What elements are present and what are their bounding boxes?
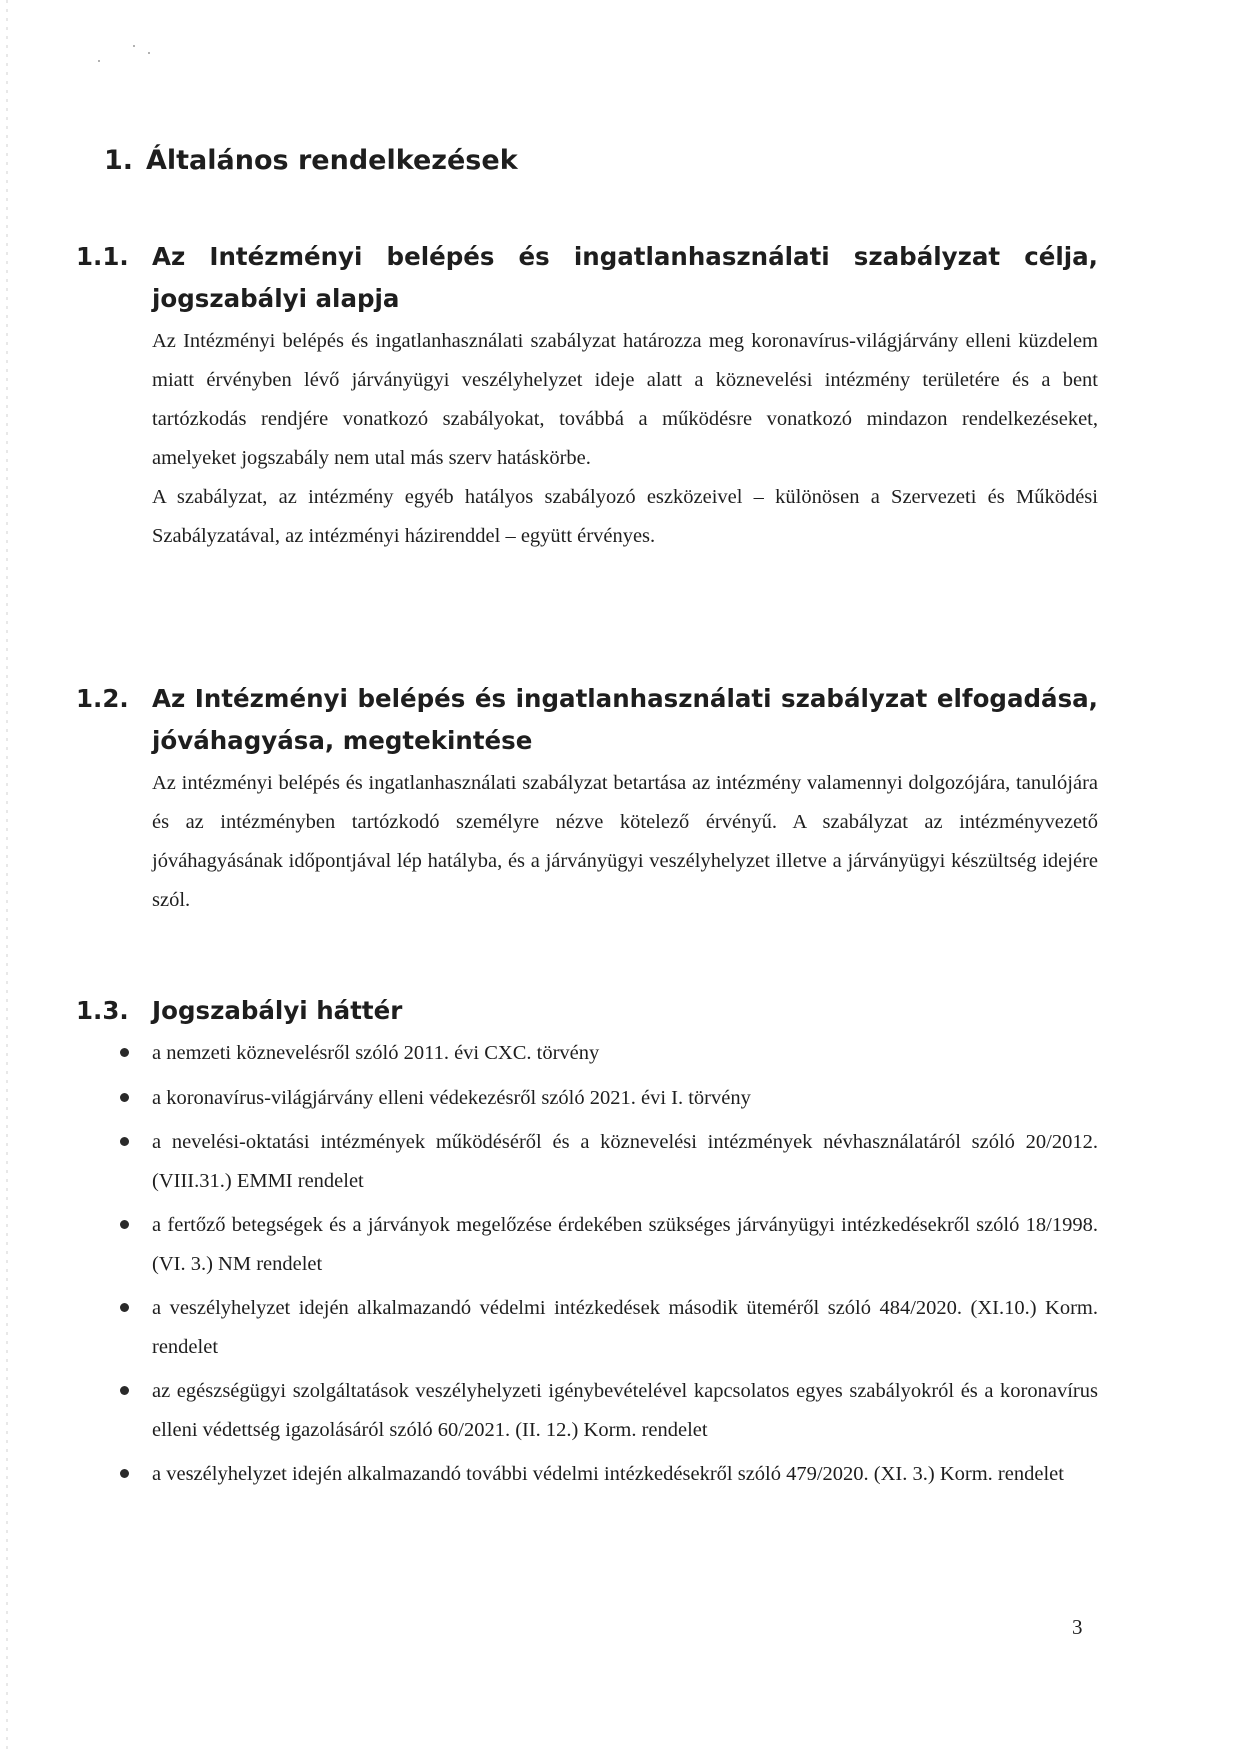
section-heading (76, 990, 1098, 1032)
list-item-text: a koronavírus-világjárvány elleni védekezésről szóló 2021. évi I. törvény (152, 1086, 751, 1109)
list-item-text: a fertőző betegségek és a járványok megelőzése érdekében szükséges járványügyi intézkedésekről szóló 18/1998. (VI. 3.) NM rendelet (152, 1214, 1098, 1275)
scan-speck (98, 60, 100, 62)
scan-speck (148, 52, 150, 54)
section-1-3 (76, 990, 1098, 1500)
scan-edge-artifact (6, 0, 8, 1754)
legal-basis-list (76, 1034, 1098, 1494)
bullet-icon (120, 1469, 129, 1478)
list-item-text: az egészségügyi szolgáltatások veszélyhelyzeti igénybevételével kapcsolatos egyes szabályokról és a koronavírus elleni védettség igazolásáról szóló 60/2021. (II. 12.) Korm. rendelet (152, 1380, 1098, 1441)
section-1-2 (76, 678, 1098, 920)
section-number: 1.2. (76, 684, 129, 713)
section-title: Jogszabályi háttér (152, 996, 403, 1025)
list-item (152, 1455, 1098, 1494)
section-heading (76, 236, 1098, 320)
section-title: Az Intézményi belépés és ingatlanhasználati szabályzat elfogadása, jóváhagyása, megtekintése (152, 684, 1098, 755)
section-paragraph: Az intézményi belépés és ingatlanhasználati szabályzat betartása az intézmény valamennyi dolgozójára, tanulójára és az intézményben tartózkodó személyre nézve kötelező érvényű. A szabályzat az intézményvezető jóváhagyásának időpontjával lép hatályba, és a járványügyi veszélyhelyzet illetve a járványügyi készültség idejére szól. (152, 772, 1098, 911)
bullet-icon (120, 1093, 129, 1102)
section-heading (76, 678, 1098, 762)
list-item (152, 1079, 1098, 1118)
list-item (152, 1372, 1098, 1449)
bullet-icon (120, 1048, 129, 1057)
page-number: 3 (1072, 1615, 1083, 1639)
section-title: Az Intézményi belépés és ingatlanhasználati szabályzat célja, jogszabályi alapja (152, 242, 1098, 313)
list-item (152, 1123, 1098, 1200)
section-number: 1.3. (76, 996, 129, 1025)
list-item (152, 1206, 1098, 1283)
section-1-1 (76, 236, 1098, 556)
scan-speck (133, 45, 135, 47)
list-item (152, 1289, 1098, 1366)
bullet-icon (120, 1137, 129, 1146)
bullet-icon (120, 1220, 129, 1229)
section-number: 1.1. (76, 242, 129, 271)
bullet-icon (120, 1303, 129, 1312)
chapter-heading (104, 144, 518, 178)
chapter-number: 1. (104, 145, 134, 176)
chapter-title: Általános rendelkezések (146, 145, 518, 176)
list-item (152, 1034, 1098, 1073)
section-paragraph: Az Intézményi belépés és ingatlanhasználati szabályzat határozza meg koronavírus-világjárvány elleni küzdelem miatt érvényben lévő járványügyi veszélyhelyzet ideje alatt a köznevelési intézmény területére és a bent tartózkodás rendjére vonatkozó szabályokat, továbbá a működésre vonatkozó mindazon rendelkezéseket, amelyeket jogszabály nem utal más szerv hatáskörbe. (152, 330, 1098, 469)
list-item-text: a veszélyhelyzet idején alkalmazandó további védelmi intézkedésekről szóló 479/2020. (XI. 3.) Korm. rendelet (152, 1463, 1064, 1485)
list-item-text: a veszélyhelyzet idején alkalmazandó védelmi intézkedések második üteméről szóló 484/2020. (XI.10.) Korm. rendelet (152, 1297, 1098, 1358)
bullet-icon (120, 1386, 129, 1395)
section-paragraph: A szabályzat, az intézmény egyéb hatályos szabályozó eszközeivel – különösen a Szervezeti és Működési Szabályzatával, az intézményi házirenddel – együtt érvényes. (152, 486, 1098, 547)
list-item-text: a nemzeti köznevelésről szóló 2011. évi CXC. törvény (152, 1042, 600, 1064)
list-item-text: a nevelési-oktatási intézmények működéséről és a köznevelési intézmények névhasználatáról szóló 20/2012. (VIII.31.) EMMI rendelet (152, 1131, 1098, 1192)
